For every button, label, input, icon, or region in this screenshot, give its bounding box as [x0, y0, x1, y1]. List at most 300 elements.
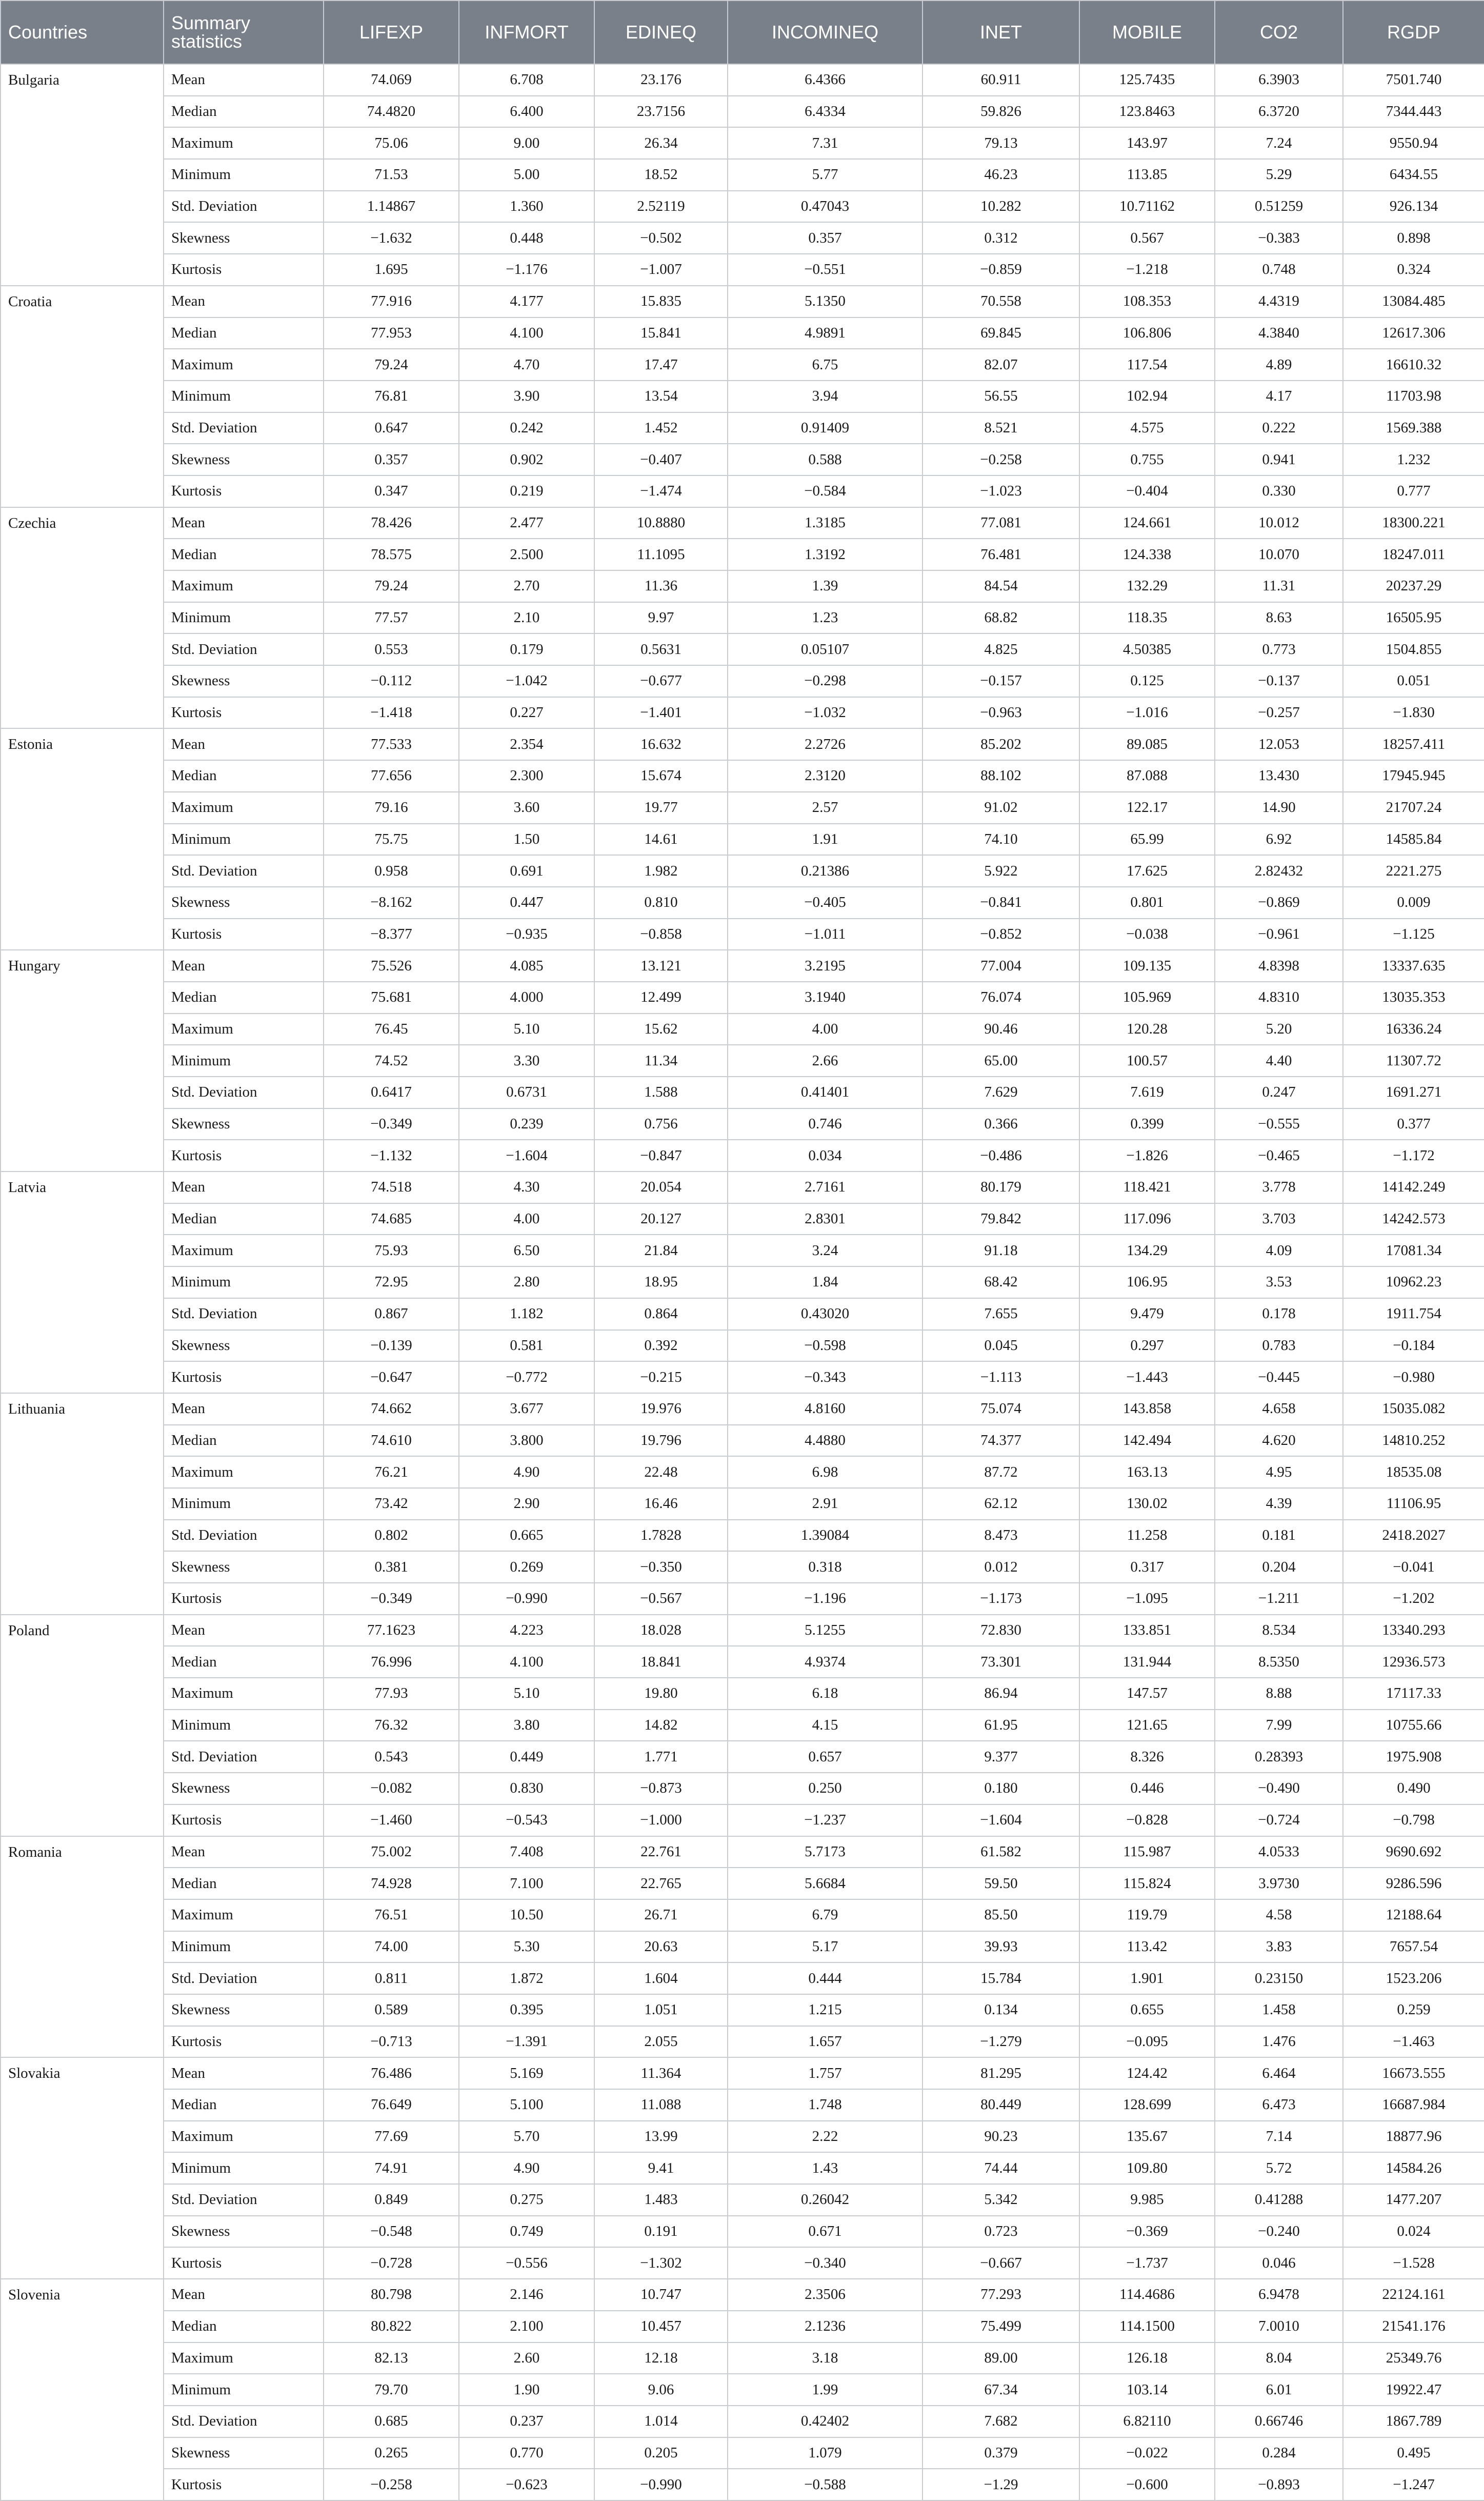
table-row: [1, 1931, 1484, 1963]
value-cell: 3.778: [1215, 1172, 1343, 1203]
statistic-label: Skewness: [164, 1773, 324, 1804]
value-cell: 76.481: [923, 539, 1079, 570]
header-summary-statistics: Summary statistics: [164, 1, 324, 64]
value-cell: 1.588: [594, 1077, 728, 1108]
value-cell: 6.75: [728, 349, 923, 381]
value-cell: 19.976: [594, 1393, 728, 1425]
value-cell: 4.40: [1215, 1045, 1343, 1077]
value-cell: 0.250: [728, 1773, 923, 1804]
table-row: [1, 1203, 1484, 1235]
table-row: [1, 254, 1484, 286]
statistic-label: Median: [164, 317, 324, 349]
value-cell: 67.34: [923, 2374, 1079, 2406]
value-cell: 80.798: [324, 2279, 459, 2311]
value-cell: −0.961: [1215, 919, 1343, 950]
value-cell: 18.95: [594, 1266, 728, 1298]
value-cell: 0.269: [459, 1551, 594, 1583]
statistic-label: Std. Deviation: [164, 1741, 324, 1773]
value-cell: −0.852: [923, 919, 1079, 950]
statistic-label: Mean: [164, 728, 324, 760]
value-cell: 3.53: [1215, 1266, 1343, 1298]
value-cell: 1.50: [459, 824, 594, 856]
value-cell: 6.9478: [1215, 2279, 1343, 2311]
statistic-label: Maximum: [164, 1678, 324, 1710]
value-cell: 18247.011: [1343, 539, 1484, 570]
value-cell: 114.4686: [1079, 2279, 1215, 2311]
value-cell: 0.237: [459, 2406, 594, 2437]
value-cell: 0.553: [324, 633, 459, 665]
value-cell: 15.841: [594, 317, 728, 349]
value-cell: 11.258: [1079, 1520, 1215, 1552]
value-cell: 4.39: [1215, 1488, 1343, 1520]
value-cell: 0.222: [1215, 412, 1343, 444]
value-cell: 6.3720: [1215, 96, 1343, 128]
value-cell: 85.202: [923, 728, 1079, 760]
value-cell: 4.9374: [728, 1646, 923, 1678]
value-cell: 113.85: [1079, 159, 1215, 191]
statistic-label: Minimum: [164, 1045, 324, 1077]
value-cell: 1.39084: [728, 1520, 923, 1552]
value-cell: 74.00: [324, 1931, 459, 1963]
table-row: [1, 792, 1484, 824]
value-cell: 8.326: [1079, 1741, 1215, 1773]
value-cell: 62.12: [923, 1488, 1079, 1520]
value-cell: 0.671: [728, 2216, 923, 2248]
value-cell: 7.629: [923, 1077, 1079, 1108]
table-row: [1, 1994, 1484, 2026]
value-cell: 5.100: [459, 2089, 594, 2121]
value-cell: 5.10: [459, 1678, 594, 1710]
statistic-label: Minimum: [164, 1488, 324, 1520]
value-cell: 77.533: [324, 728, 459, 760]
value-cell: −0.869: [1215, 887, 1343, 919]
value-cell: 0.179: [459, 633, 594, 665]
value-cell: 143.97: [1079, 127, 1215, 159]
value-cell: 7.99: [1215, 1710, 1343, 1741]
value-cell: −1.302: [594, 2247, 728, 2279]
value-cell: 103.14: [1079, 2374, 1215, 2406]
value-cell: 82.13: [324, 2343, 459, 2374]
value-cell: 133.851: [1079, 1615, 1215, 1646]
value-cell: 86.94: [923, 1678, 1079, 1710]
value-cell: 76.51: [324, 1899, 459, 1931]
table-row: [1, 1551, 1484, 1583]
country-name: Poland: [1, 1615, 164, 1836]
table-row: [1, 317, 1484, 349]
value-cell: 147.57: [1079, 1678, 1215, 1710]
value-cell: 1.014: [594, 2406, 728, 2437]
statistic-label: Median: [164, 96, 324, 128]
country-name: Slovakia: [1, 2057, 164, 2279]
value-cell: 1.182: [459, 1298, 594, 1330]
table-row: [1, 697, 1484, 729]
table-row: [1, 64, 1484, 96]
value-cell: 0.490: [1343, 1773, 1484, 1804]
value-cell: −0.404: [1079, 475, 1215, 507]
table-row: [1, 2121, 1484, 2153]
statistic-label: Std. Deviation: [164, 1077, 324, 1108]
table-row: [1, 824, 1484, 856]
value-cell: 2.055: [594, 2026, 728, 2058]
value-cell: 12188.64: [1343, 1899, 1484, 1931]
country-name: Romania: [1, 1836, 164, 2058]
value-cell: 13.54: [594, 381, 728, 412]
value-cell: 0.749: [459, 2216, 594, 2248]
table-row: [1, 1520, 1484, 1552]
value-cell: 89.00: [923, 2343, 1079, 2374]
value-cell: 75.074: [923, 1393, 1079, 1425]
value-cell: 124.661: [1079, 507, 1215, 539]
statistic-label: Minimum: [164, 1931, 324, 1963]
value-cell: 13340.293: [1343, 1615, 1484, 1646]
value-cell: 5.72: [1215, 2152, 1343, 2184]
value-cell: 1.43: [728, 2152, 923, 2184]
value-cell: −1.826: [1079, 1140, 1215, 1172]
table-row: [1, 2152, 1484, 2184]
value-cell: −0.502: [594, 222, 728, 254]
value-cell: 4.70: [459, 349, 594, 381]
value-cell: 109.80: [1079, 2152, 1215, 2184]
value-cell: 0.446: [1079, 1773, 1215, 1804]
statistic-label: Kurtosis: [164, 2247, 324, 2279]
table-row: [1, 2247, 1484, 2279]
value-cell: 5.1350: [728, 286, 923, 317]
value-cell: 0.379: [923, 2437, 1079, 2469]
table-row: [1, 1330, 1484, 1362]
table-row: [1, 602, 1484, 634]
table-row: [1, 728, 1484, 760]
value-cell: 6.4334: [728, 96, 923, 128]
value-cell: 6.4366: [728, 64, 923, 96]
table-row: [1, 2216, 1484, 2248]
value-cell: 1.079: [728, 2437, 923, 2469]
value-cell: 4.3840: [1215, 317, 1343, 349]
value-cell: −0.465: [1215, 1140, 1343, 1172]
value-cell: −1.023: [923, 475, 1079, 507]
value-cell: 77.93: [324, 1678, 459, 1710]
statistic-label: Median: [164, 982, 324, 1014]
value-cell: 118.421: [1079, 1172, 1215, 1203]
value-cell: 68.82: [923, 602, 1079, 634]
value-cell: 6.50: [459, 1235, 594, 1266]
value-cell: 122.17: [1079, 792, 1215, 824]
value-cell: −0.667: [923, 2247, 1079, 2279]
statistic-label: Skewness: [164, 887, 324, 919]
value-cell: 5.20: [1215, 1014, 1343, 1045]
statistic-label: Median: [164, 1203, 324, 1235]
value-cell: −1.632: [324, 222, 459, 254]
value-cell: −1.604: [923, 1804, 1079, 1836]
value-cell: −1.247: [1343, 2469, 1484, 2500]
value-cell: 4.4880: [728, 1425, 923, 1457]
value-cell: 90.23: [923, 2121, 1079, 2153]
table-row: [1, 1393, 1484, 1425]
value-cell: −1.474: [594, 475, 728, 507]
value-cell: 65.99: [1079, 824, 1215, 856]
value-cell: 19.80: [594, 1678, 728, 1710]
value-cell: 2.10: [459, 602, 594, 634]
table-row: [1, 887, 1484, 919]
value-cell: −0.349: [324, 1108, 459, 1140]
value-cell: 88.102: [923, 760, 1079, 792]
value-cell: 4.90: [459, 1456, 594, 1488]
statistic-label: Kurtosis: [164, 1361, 324, 1393]
value-cell: 115.987: [1079, 1836, 1215, 1868]
value-cell: 74.662: [324, 1393, 459, 1425]
value-cell: 2.52119: [594, 191, 728, 223]
value-cell: −0.555: [1215, 1108, 1343, 1140]
value-cell: 7.0010: [1215, 2311, 1343, 2343]
value-cell: 0.655: [1079, 1994, 1215, 2026]
value-cell: −1.460: [324, 1804, 459, 1836]
value-cell: 15035.082: [1343, 1393, 1484, 1425]
value-cell: 2.60: [459, 2343, 594, 2374]
table-row: [1, 1172, 1484, 1203]
value-cell: 2.354: [459, 728, 594, 760]
value-cell: 0.66746: [1215, 2406, 1343, 2437]
value-cell: 0.034: [728, 1140, 923, 1172]
value-cell: 1.3185: [728, 507, 923, 539]
value-cell: 17945.945: [1343, 760, 1484, 792]
statistic-label: Kurtosis: [164, 2469, 324, 2500]
value-cell: 5.10: [459, 1014, 594, 1045]
value-cell: −0.240: [1215, 2216, 1343, 2248]
value-cell: 0.21386: [728, 855, 923, 887]
value-cell: 0.26042: [728, 2184, 923, 2216]
statistic-label: Std. Deviation: [164, 855, 324, 887]
value-cell: 0.444: [728, 1962, 923, 1994]
value-cell: −0.847: [594, 1140, 728, 1172]
value-cell: −0.798: [1343, 1804, 1484, 1836]
value-cell: 87.088: [1079, 760, 1215, 792]
value-cell: 14.61: [594, 824, 728, 856]
value-cell: 0.91409: [728, 412, 923, 444]
value-cell: −0.340: [728, 2247, 923, 2279]
value-cell: 77.69: [324, 2121, 459, 2153]
value-cell: −0.486: [923, 1140, 1079, 1172]
table-row: [1, 1615, 1484, 1646]
value-cell: −0.490: [1215, 1773, 1343, 1804]
value-cell: 8.88: [1215, 1678, 1343, 1710]
value-cell: 0.42402: [728, 2406, 923, 2437]
value-cell: 0.773: [1215, 633, 1343, 665]
table-row: [1, 2089, 1484, 2121]
value-cell: 0.324: [1343, 254, 1484, 286]
table-row: [1, 96, 1484, 128]
value-cell: 3.90: [459, 381, 594, 412]
value-cell: 0.265: [324, 2437, 459, 2469]
value-cell: 11.088: [594, 2089, 728, 2121]
table-row: [1, 507, 1484, 539]
value-cell: 9.985: [1079, 2184, 1215, 2216]
table-row: [1, 1108, 1484, 1140]
table-row: [1, 2343, 1484, 2374]
value-cell: −0.584: [728, 475, 923, 507]
value-cell: 7.14: [1215, 2121, 1343, 2153]
statistic-label: Std. Deviation: [164, 633, 324, 665]
table-row: [1, 1962, 1484, 1994]
header-row: [1, 1, 1484, 64]
value-cell: 2.57: [728, 792, 923, 824]
value-cell: 21.84: [594, 1235, 728, 1266]
value-cell: 1523.206: [1343, 1962, 1484, 1994]
value-cell: 4.825: [923, 633, 1079, 665]
value-cell: 131.944: [1079, 1646, 1215, 1678]
statistic-label: Std. Deviation: [164, 412, 324, 444]
value-cell: 10.8880: [594, 507, 728, 539]
table-row: [1, 2311, 1484, 2343]
value-cell: 77.1623: [324, 1615, 459, 1646]
value-cell: 118.35: [1079, 602, 1215, 634]
value-cell: −1.604: [459, 1140, 594, 1172]
value-cell: −0.022: [1079, 2437, 1215, 2469]
value-cell: 2.91: [728, 1488, 923, 1520]
value-cell: 15.674: [594, 760, 728, 792]
value-cell: 1.458: [1215, 1994, 1343, 2026]
value-cell: 10755.66: [1343, 1710, 1484, 1741]
value-cell: −1.463: [1343, 2026, 1484, 2058]
value-cell: 0.247: [1215, 1077, 1343, 1108]
value-cell: −0.772: [459, 1361, 594, 1393]
value-cell: 17117.33: [1343, 1678, 1484, 1710]
statistic-label: Minimum: [164, 824, 324, 856]
value-cell: 0.898: [1343, 222, 1484, 254]
value-cell: −0.157: [923, 665, 1079, 697]
value-cell: 0.051: [1343, 665, 1484, 697]
value-cell: 91.02: [923, 792, 1079, 824]
statistic-label: Skewness: [164, 1108, 324, 1140]
value-cell: 4.100: [459, 317, 594, 349]
value-cell: 0.47043: [728, 191, 923, 223]
value-cell: 25349.76: [1343, 2343, 1484, 2374]
value-cell: 0.227: [459, 697, 594, 729]
value-cell: 75.526: [324, 950, 459, 982]
value-cell: −0.677: [594, 665, 728, 697]
value-cell: 4.658: [1215, 1393, 1343, 1425]
value-cell: 5.77: [728, 159, 923, 191]
statistic-label: Std. Deviation: [164, 2406, 324, 2437]
value-cell: 7.682: [923, 2406, 1079, 2437]
value-cell: 61.95: [923, 1710, 1079, 1741]
value-cell: −0.407: [594, 444, 728, 475]
value-cell: 0.777: [1343, 475, 1484, 507]
value-cell: 1.23: [728, 602, 923, 634]
value-cell: 16336.24: [1343, 1014, 1484, 1045]
value-cell: −0.990: [459, 1583, 594, 1615]
table-row: [1, 1014, 1484, 1045]
value-cell: 135.67: [1079, 2121, 1215, 2153]
value-cell: 6.3903: [1215, 64, 1343, 96]
statistic-label: Mean: [164, 2279, 324, 2311]
value-cell: 6434.55: [1343, 159, 1484, 191]
value-cell: −1.172: [1343, 1140, 1484, 1172]
table-row: [1, 1710, 1484, 1741]
value-cell: 0.51259: [1215, 191, 1343, 223]
value-cell: 0.204: [1215, 1551, 1343, 1583]
value-cell: 132.29: [1079, 570, 1215, 602]
table-row: [1, 633, 1484, 665]
statistic-label: Minimum: [164, 2152, 324, 2184]
value-cell: 10.50: [459, 1899, 594, 1931]
value-cell: 22.765: [594, 1868, 728, 1899]
value-cell: 23.176: [594, 64, 728, 96]
statistic-label: Mean: [164, 1172, 324, 1203]
value-cell: −8.162: [324, 887, 459, 919]
value-cell: 102.94: [1079, 381, 1215, 412]
statistic-label: Mean: [164, 286, 324, 317]
value-cell: 14810.252: [1343, 1425, 1484, 1457]
value-cell: 1.982: [594, 855, 728, 887]
table-row: [1, 760, 1484, 792]
statistic-label: Kurtosis: [164, 919, 324, 950]
value-cell: 9.06: [594, 2374, 728, 2406]
value-cell: 3.2195: [728, 950, 923, 982]
value-cell: 75.002: [324, 1836, 459, 1868]
value-cell: 1.360: [459, 191, 594, 223]
value-cell: −1.042: [459, 665, 594, 697]
value-cell: −0.600: [1079, 2469, 1215, 2500]
value-cell: 0.330: [1215, 475, 1343, 507]
statistic-label: Skewness: [164, 2437, 324, 2469]
table-row: [1, 1140, 1484, 1172]
value-cell: 14242.573: [1343, 1203, 1484, 1235]
value-cell: 1867.789: [1343, 2406, 1484, 2437]
value-cell: 2.3120: [728, 760, 923, 792]
value-cell: 3.18: [728, 2343, 923, 2374]
value-cell: 6.79: [728, 1899, 923, 1931]
value-cell: −0.257: [1215, 697, 1343, 729]
table-row: [1, 570, 1484, 602]
value-cell: 79.842: [923, 1203, 1079, 1235]
value-cell: 18535.08: [1343, 1456, 1484, 1488]
value-cell: −0.893: [1215, 2469, 1343, 2500]
value-cell: 7.619: [1079, 1077, 1215, 1108]
table-row: [1, 191, 1484, 223]
statistic-label: Kurtosis: [164, 2026, 324, 2058]
value-cell: 7.655: [923, 1298, 1079, 1330]
table-row: [1, 539, 1484, 570]
value-cell: 124.42: [1079, 2057, 1215, 2089]
table-row: [1, 1235, 1484, 1266]
value-cell: −0.963: [923, 697, 1079, 729]
value-cell: 3.94: [728, 381, 923, 412]
value-cell: 0.009: [1343, 887, 1484, 919]
value-cell: 0.958: [324, 855, 459, 887]
value-cell: 4.4319: [1215, 286, 1343, 317]
value-cell: −0.112: [324, 665, 459, 697]
value-cell: −1.218: [1079, 254, 1215, 286]
value-cell: 79.24: [324, 570, 459, 602]
value-cell: 1.604: [594, 1962, 728, 1994]
value-cell: −0.258: [923, 444, 1079, 475]
value-cell: 74.928: [324, 1868, 459, 1899]
statistic-label: Maximum: [164, 349, 324, 381]
value-cell: 89.085: [1079, 728, 1215, 760]
statistic-label: Skewness: [164, 1994, 324, 2026]
value-cell: 3.30: [459, 1045, 594, 1077]
value-cell: 0.180: [923, 1773, 1079, 1804]
value-cell: −0.556: [459, 2247, 594, 2279]
value-cell: 8.521: [923, 412, 1079, 444]
value-cell: −1.095: [1079, 1583, 1215, 1615]
value-cell: 1.39: [728, 570, 923, 602]
value-cell: 1.452: [594, 412, 728, 444]
value-cell: 76.074: [923, 982, 1079, 1014]
value-cell: −0.369: [1079, 2216, 1215, 2248]
value-cell: 4.17: [1215, 381, 1343, 412]
value-cell: 105.969: [1079, 982, 1215, 1014]
value-cell: 134.29: [1079, 1235, 1215, 1266]
